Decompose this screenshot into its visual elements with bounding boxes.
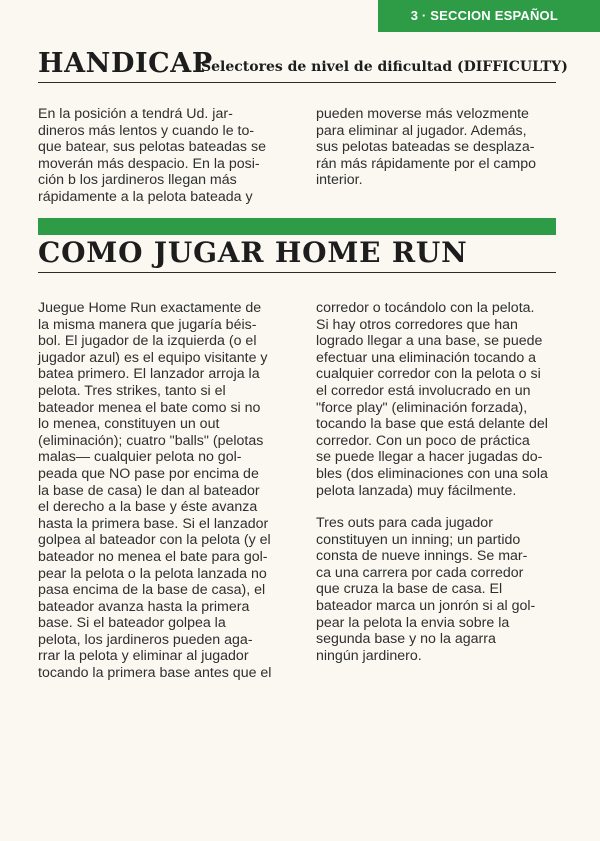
como-jugar-text-left: Juegue Home Run exactamente de la misma manera que jugaría béis- bol. El jugador de la izquierda (o el jugador azul) es el equipo visitante y batea primero. El lanzador arroja la pelota. Tres strikes, tanto si el bateador menea el bate como si no lo menea, constituyen un out (eliminación); cuatro "balls" (pelotas malas— cualquier pelota no gol- peada que NO pase por encima de la base de casa) le dan al bateador el derecho a la base y éste avanza hasta la primera base. Si el lanzador golpea al bateador con la pelota (y el bateador no menea el bate para gol- pear la pelota o la pelota lanzada no pasa encima de la base de casa), el bateador avanza hasta la primera base. Si el bateador golpea la pelota, los jardineros pueden aga- rrar la pelota y eliminar al jugador tocando la primera base antes que el (38, 300, 272, 682)
handicap-text-right: pueden moverse más velozmente para eliminar al jugador. Además, sus pelotas bateadas se desplaza- rán más rápidamente por el campo interior. (316, 106, 537, 189)
handicap-subtitle: Selectores de nivel de dificultad (DIFFICULTY) (201, 59, 568, 75)
como-jugar-text-right-2: Tres outs para cada jugador constituyen un inning; un partido consta de nueve innings. Se mar- ca una carrera por cada corredor que cruza la base de casa. El bateador marca un jonrón si al gol- pear la pelota la envia sobre la segunda base y no la agarra ningún jardinero. (316, 515, 536, 664)
como-jugar-title: COMO JUGAR HOME RUN (38, 236, 468, 269)
section-divider-band (38, 218, 556, 235)
section-label: 3 · SECCION ESPAÑOL (410, 8, 558, 23)
como-jugar-title-rule (38, 272, 556, 273)
como-jugar-text-right-1: corredor o tocándolo con la pelota. Si hay otros corredores que han logrado llegar a una base, se puede efectuar una eliminación tocando a cualquier corredor con la pelota o si el corredor está involucrado en un "force play" (eliminación forzada), tocando la base que está delante del corredor. Con un poco de práctica se puede llegar a hacer jugadas do- bles (dos eliminaciones con una sola pelota lanzada) muy fácilmente. (316, 300, 548, 499)
handicap-title-rule (38, 82, 556, 83)
handicap-title: HANDICAP (38, 48, 213, 79)
handicap-text-left: En la posición a tendrá Ud. jar- dineros más lentos y cuando le to- que batear, sus pelotas bateadas se moverán más despacio. En la posi- ción b los jardineros llegan más rápidamente a la pelota bateada y (38, 106, 266, 205)
